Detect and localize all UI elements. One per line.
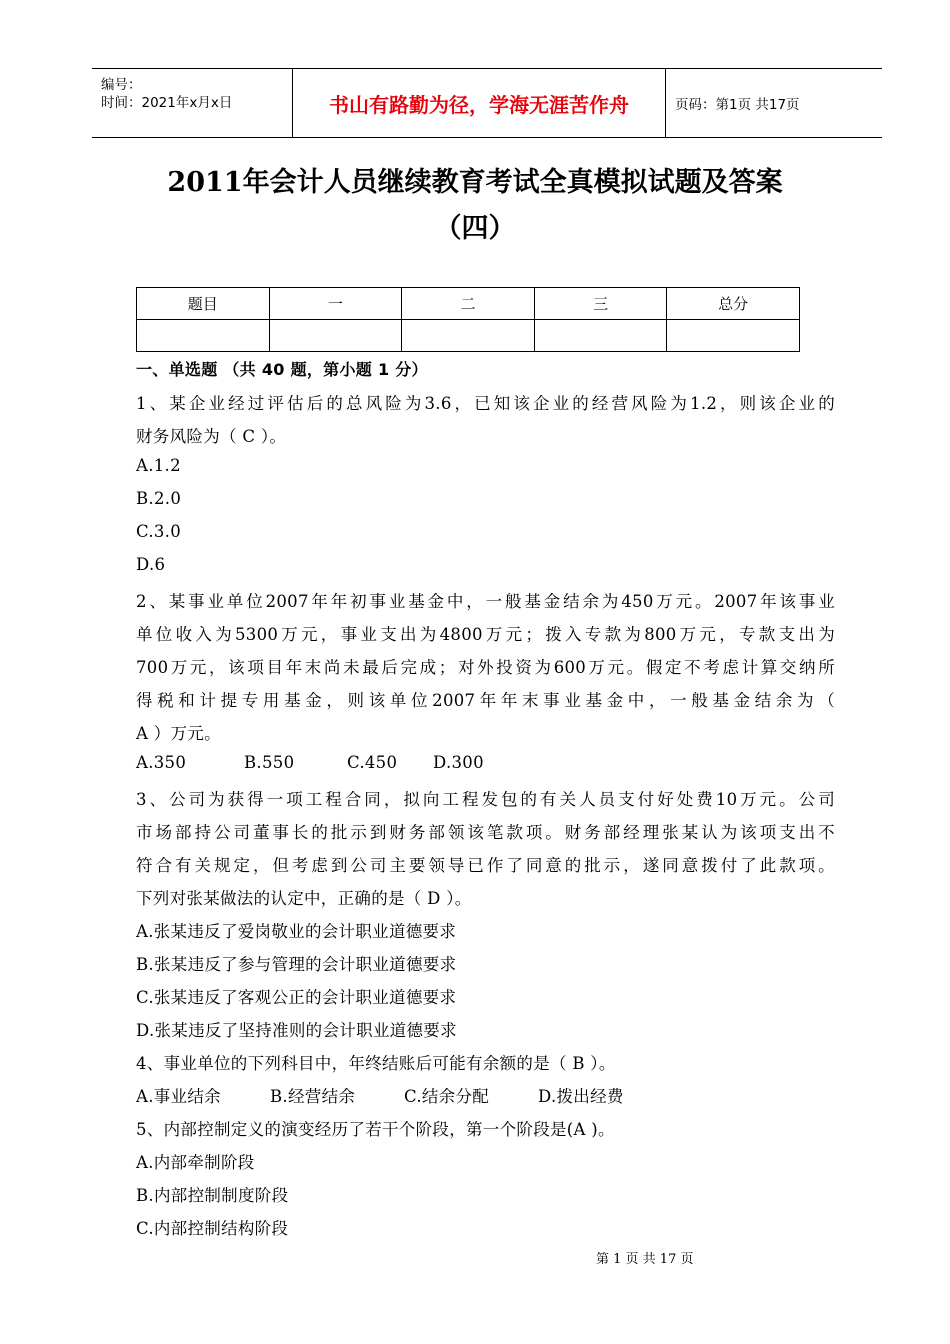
question-2-option: C.450 (347, 753, 398, 772)
question-3-line: 符合有关规定，但考虑到公司主要领导已作了同意的批示，遂同意拨付了此款项。 (136, 856, 835, 875)
question-2-options (136, 753, 484, 772)
score-value-cell (402, 320, 535, 352)
question-3-option: A.张某违反了爱岗敬业的会计职业道德要求 (136, 922, 457, 941)
question-5-option: C.内部控制结构阶段 (136, 1219, 289, 1238)
question-2-option: B.550 (244, 753, 295, 772)
question-4-line: 4、事业单位的下列科目中，年终结账后可能有余额的是（ B ）。 (136, 1054, 616, 1073)
question-3-option: B.张某违反了参与管理的会计职业道德要求 (136, 955, 457, 974)
score-value-cell (667, 320, 800, 352)
score-table-value-row (137, 320, 800, 352)
score-header-cell: 二 (402, 288, 535, 320)
question-3-line: 3、公司为获得一项工程合同，拟向工程发包的有关人员支付好处费10万元。公司 (136, 790, 835, 809)
score-header-cell: 一 (269, 288, 402, 320)
question-1-option: A.1.2 (136, 456, 181, 475)
page-subtitle: （四） (434, 213, 516, 244)
question-2-line: 得税和计提专用基金，则该单位2007年年末事业基金中，一般基金结余为（ (136, 691, 835, 710)
question-3-option: C.张某违反了客观公正的会计职业道德要求 (136, 988, 457, 1007)
question-4-option: C.结余分配 (404, 1087, 490, 1106)
question-5-line: 5、内部控制定义的演变经历了若干个阶段，第一个阶段是(A )。 (136, 1120, 615, 1139)
header-motto: 书山有路勤为径，学海无涯苦作舟 (293, 69, 666, 137)
question-2-option: D.300 (433, 753, 484, 772)
section-heading: 一、单选题 （共 40 题，第小题 1 分） (136, 360, 428, 379)
score-header-cell: 题目 (137, 288, 270, 320)
page-footer: 第 1 页 共 17 页 (596, 1252, 694, 1267)
question-3-line: 市场部持公司董事长的批示到财务部领该笔款项。财务部经理张某认为该项支出不 (136, 823, 835, 842)
score-value-cell (137, 320, 270, 352)
score-value-cell (269, 320, 402, 352)
question-2-option: A.350 (136, 753, 187, 772)
question-3-line: 下列对张某做法的认定中，正确的是（ D ）。 (136, 889, 472, 908)
score-value-cell (534, 320, 667, 352)
question-2-line: A ）万元。 (136, 724, 221, 743)
question-1-option: C.3.0 (136, 522, 182, 541)
question-4-options (136, 1083, 624, 1107)
question-2-line: 700万元，该项目年末尚未最后完成；对外投资为600万元。假定不考虑计算交纳所 (136, 658, 835, 677)
question-4-option: A.事业结余 (136, 1087, 221, 1106)
question-1-option: D.6 (136, 555, 166, 574)
header-page-info: 页码：第1页 共17页 (675, 97, 800, 113)
question-1-line: 1、某企业经过评估后的总风险为3.6，已知该企业的经营风险为1.2，则该企业的 (136, 394, 835, 413)
page-title: 2011年会计人员继续教育考试全真模拟试题及答案 (167, 167, 783, 198)
question-3-option: D.张某违反了坚持准则的会计职业道德要求 (136, 1021, 457, 1040)
score-header-cell: 总分 (667, 288, 800, 320)
question-4-option: D.拨出经费 (538, 1087, 624, 1106)
question-5-option: B.内部控制制度阶段 (136, 1186, 289, 1205)
question-2-line: 2、某事业单位2007年年初事业基金中，一般基金结余为450万元。2007年该事业 (136, 592, 835, 611)
time-label: 时间：2021年x月x日 (101, 95, 233, 111)
number-label: 编号： (101, 77, 142, 93)
score-table-header-row (137, 288, 800, 320)
question-1-option: B.2.0 (136, 489, 182, 508)
score-header-cell: 三 (534, 288, 667, 320)
question-4-option: B.经营结余 (270, 1087, 356, 1106)
question-1-line: 财务风险为（ C ）。 (136, 427, 287, 446)
document-header (92, 68, 882, 138)
score-table (136, 287, 800, 352)
question-5-option: A.内部牵制阶段 (136, 1153, 255, 1172)
header-meta-cell (92, 69, 293, 137)
question-2-line: 单位收入为5300万元，事业支出为4800万元；拨入专款为800万元，专款支出为 (136, 625, 835, 644)
